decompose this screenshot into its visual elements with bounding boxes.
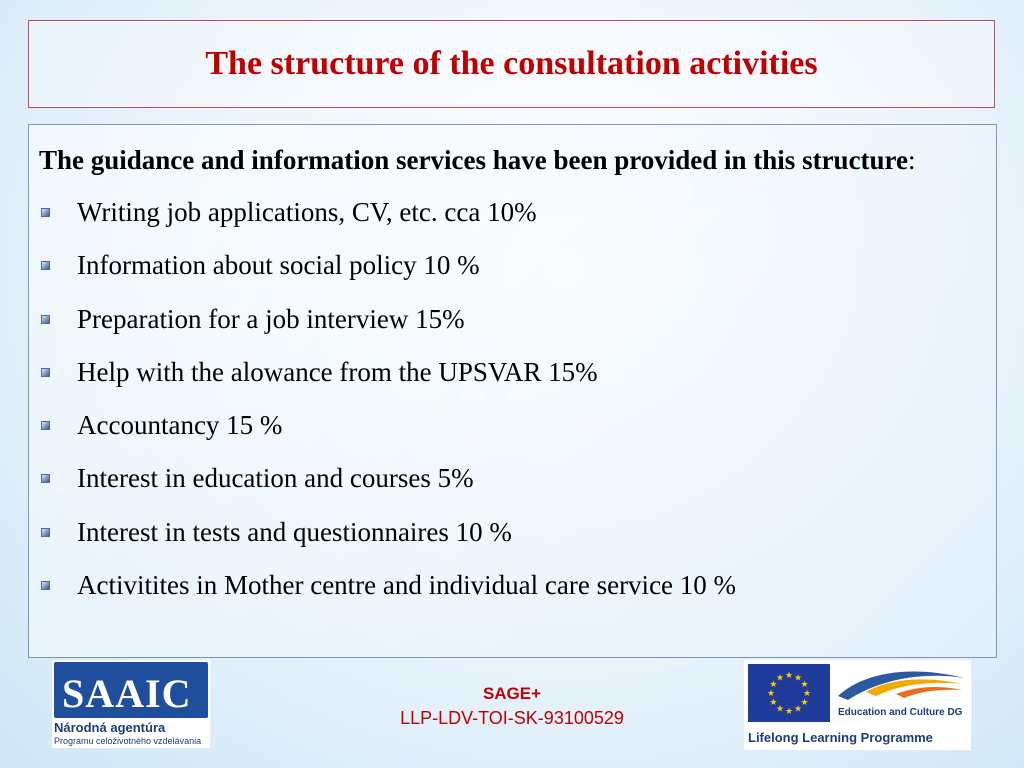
list-item-label: Information about social policy 10 % [77, 250, 480, 281]
eu-llp-logo [744, 660, 971, 750]
square-bullet-icon [41, 368, 50, 377]
square-bullet-icon [41, 261, 50, 270]
saaic-logo-banner [54, 662, 208, 718]
saaic-logo [52, 660, 210, 748]
square-bullet-icon [41, 315, 50, 324]
list-item [39, 239, 986, 292]
eu-dg-label: Education and Culture DG [838, 707, 963, 718]
saaic-programme-name: Programu celoživotného vzdelávania [54, 736, 202, 746]
eu-star-icon: ★ [802, 688, 812, 698]
content-box [28, 124, 997, 658]
square-bullet-icon [41, 421, 50, 430]
list-item-label: Help with the alowance from the UPSVAR 15% [77, 356, 598, 387]
list-item-label: Writing job applications, CV, etc. cca 10% [77, 197, 537, 227]
eu-flag-icon [748, 664, 830, 722]
list-item-label: Interest in education and courses 5% [77, 463, 474, 494]
slide-title: The structure of the consultation activities [205, 45, 818, 82]
intro-suffix: : [908, 145, 916, 175]
list-item-label: Accountancy 15 % [77, 410, 283, 441]
eu-programme-label: Lifelong Learning Programme [748, 730, 933, 745]
project-code: LLP-LDV-TOI-SK-93100529 [400, 708, 624, 728]
list-item [39, 559, 986, 612]
eu-star-icon: ★ [775, 672, 785, 683]
project-name: SAGE+ [482, 684, 542, 703]
list-item [39, 399, 986, 452]
eu-star-icon: ★ [800, 679, 809, 689]
eu-star-icon: ★ [775, 703, 785, 714]
square-bullet-icon [41, 208, 50, 217]
eu-star-icon: ★ [766, 688, 776, 698]
eu-star-icon: ★ [800, 697, 809, 707]
eu-star-icon: ★ [784, 670, 794, 680]
eu-star-icon: ★ [769, 679, 778, 689]
list-item [39, 186, 986, 239]
eu-star-icon: ★ [793, 672, 803, 683]
title-box [28, 20, 995, 108]
list-item-label: Activitites in Mother centre and individual care service 10 % [77, 570, 737, 601]
saaic-agency-name: Národná agentúra [54, 720, 166, 735]
intro-bold: The guidance and information services have been provided in this structure [39, 145, 909, 175]
square-bullet-icon [41, 581, 50, 590]
eu-star-icon: ★ [793, 703, 803, 714]
eu-star-icon: ★ [769, 697, 778, 707]
list-item [39, 506, 986, 559]
list-item [39, 346, 986, 399]
intro-text [39, 135, 986, 186]
square-bullet-icon [41, 474, 50, 483]
list-item [39, 293, 986, 346]
square-bullet-icon [41, 528, 50, 537]
list-item [39, 452, 986, 505]
swoosh-logo-icon [836, 666, 966, 704]
items-list [39, 186, 986, 612]
eu-star-icon: ★ [784, 706, 794, 716]
project-info [330, 682, 694, 730]
saaic-logo-text: SAAIC [62, 671, 192, 716]
list-item-label: Interest in tests and questionnaires 10 % [77, 516, 512, 547]
list-item-label: Preparation for a job interview 15% [77, 303, 465, 334]
